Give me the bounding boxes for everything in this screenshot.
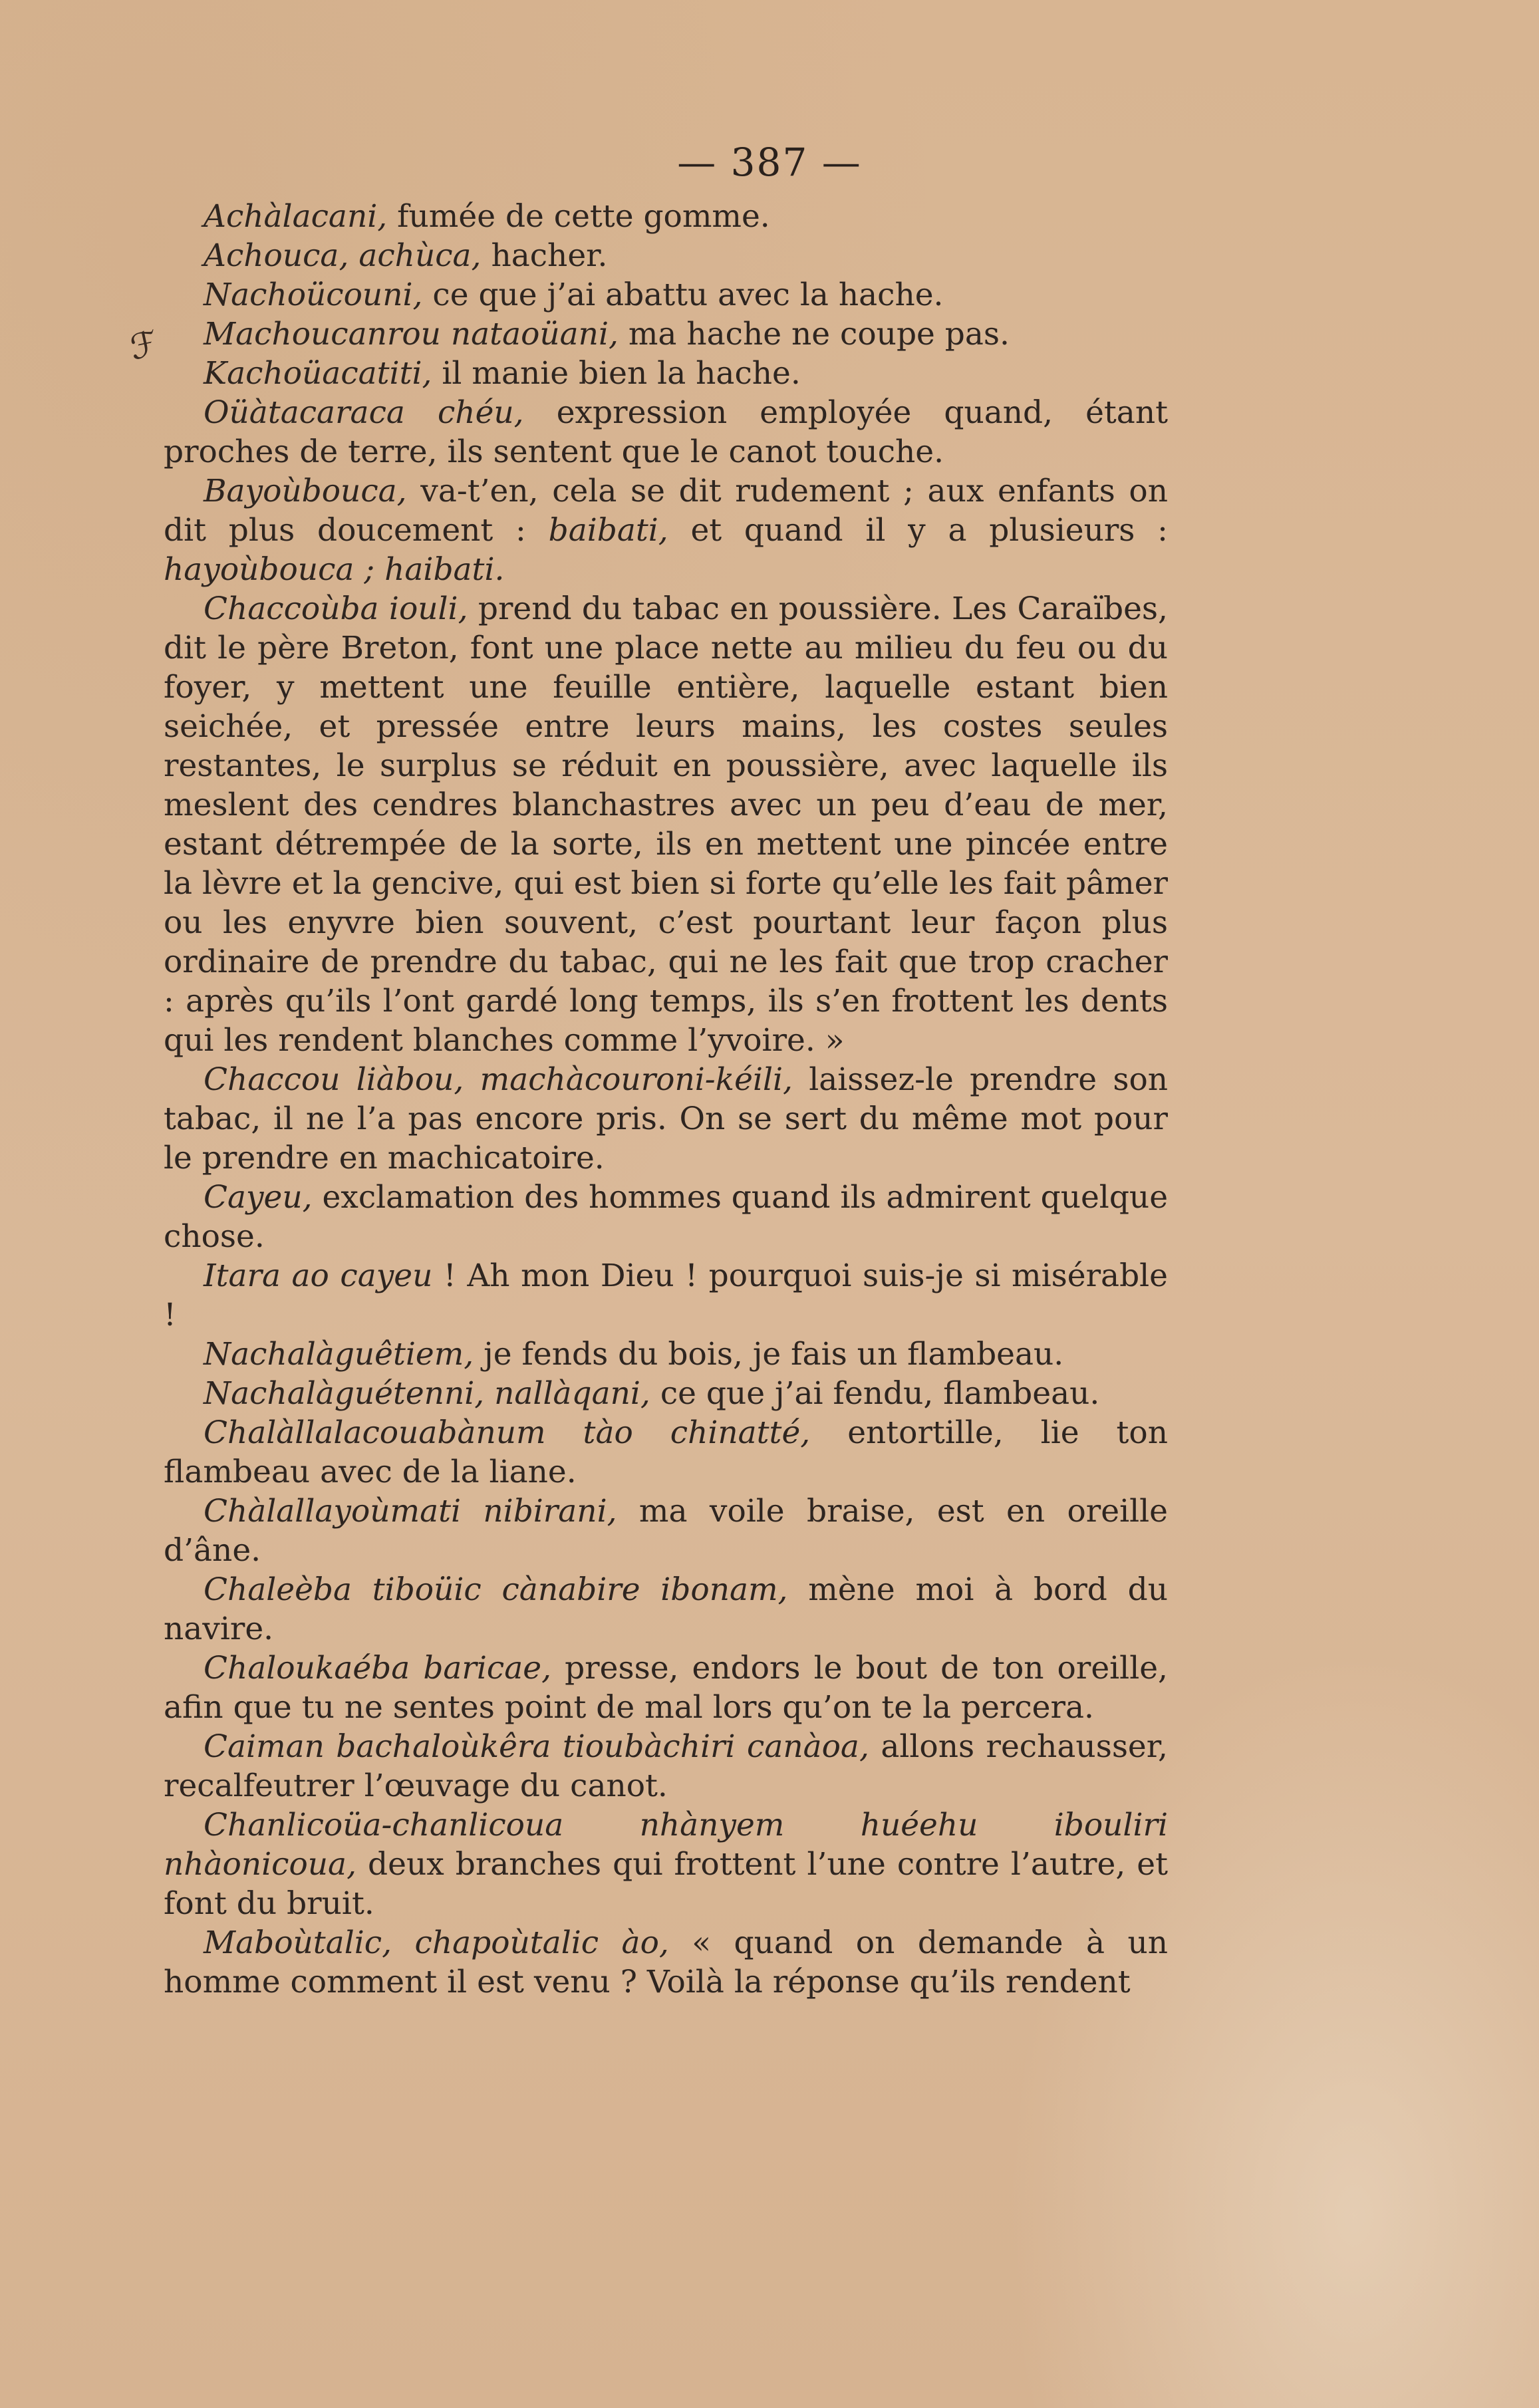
dictionary-entry: [164, 1923, 1168, 2002]
entry-term: Oüàtacaraca chéu,: [204, 394, 524, 431]
entry-definition: fumée de cette gomme.: [387, 198, 770, 235]
entry-term: Nachoücouni,: [204, 277, 423, 313]
entry-term: Machoucanrou nataoüani,: [204, 316, 619, 352]
entry-definition: deux branches qui frottent l’une contre l’autre, et font du bruit.: [164, 1846, 1168, 1922]
dictionary-entry: [164, 1335, 1168, 1374]
margin-annotation-mark: ℱ: [126, 323, 162, 368]
entry-term: Achàlacani,: [204, 198, 388, 235]
dictionary-entry: [164, 393, 1168, 471]
dictionary-entry: [164, 1178, 1168, 1256]
entry-term: Chalàllalacouabànum tào chinatté,: [204, 1414, 811, 1451]
dictionary-entry: [164, 197, 1168, 236]
dictionary-entry: [164, 354, 1168, 393]
entry-definition: ce que j’ai fendu, flambeau.: [650, 1375, 1100, 1412]
dictionary-entry: [164, 1413, 1168, 1492]
entry-definition: hacher.: [481, 237, 608, 274]
entry-term: Achouca, achùca,: [204, 237, 482, 274]
dictionary-entry: [164, 471, 1168, 589]
dictionary-entry: [164, 1806, 1168, 1923]
entry-definition-continued: et quand il y a plusieurs :: [668, 512, 1169, 549]
entry-term: Chàlallayoùmati nibirani,: [204, 1493, 617, 1530]
dictionary-entry: [164, 1570, 1168, 1649]
entry-term: Cayeu,: [204, 1179, 313, 1216]
dictionary-entry: [164, 1649, 1168, 1727]
entry-definition: expression employée quand, étant proches de terre, ils sentent que le canot touche.: [164, 394, 1168, 470]
entry-term: Caiman bachaloùkêra tioubàchiri canàoa,: [204, 1728, 869, 1765]
dictionary-entry: [164, 275, 1168, 315]
dictionary-entry: [164, 236, 1168, 275]
entry-definition: va-t’en, cela se dit rudement ; aux enfants on dit plus doucement :: [164, 473, 1168, 549]
entry-definition: mène moi à bord du navire.: [164, 1571, 1168, 1647]
entry-definition: ! Ah mon Dieu ! pourquoi suis-je si misérable !: [164, 1258, 1168, 1333]
page-number: — 387 —: [677, 140, 862, 185]
entry-term: Bayoùbouca,: [204, 473, 407, 509]
entry-definition: laissez-le prendre son tabac, il ne l’a pas encore pris. On se sert du même mot pour le prendre en machicatoire.: [164, 1061, 1169, 1176]
dictionary-entry: [164, 1060, 1168, 1178]
dictionary-entry: [164, 589, 1168, 1060]
entry-definition: ma voile braise, est en oreille d’âne.: [164, 1493, 1168, 1569]
entry-term-variant: hayoùbouca ; haibati.: [164, 551, 505, 588]
dictionary-entry: [164, 1374, 1168, 1413]
entry-term: Chaloukaéba baricae,: [204, 1650, 552, 1686]
dictionary-entry: [164, 315, 1168, 354]
entry-definition: presse, endors le bout de ton oreille, afin que tu ne sentes point de mal lors qu’on te la percera.: [164, 1650, 1168, 1726]
entry-term: Nachalàguétenni, nallàqani,: [204, 1375, 650, 1412]
entry-definition: exclamation des hommes quand ils admirent quelque chose.: [164, 1179, 1169, 1255]
entry-term: Nachalàguêtiem,: [204, 1336, 474, 1373]
entry-term-variant: baibati,: [548, 512, 668, 549]
entry-term: Maboùtalic, chapoùtalic ào,: [204, 1925, 669, 1961]
entry-term: Kachoüacatiti,: [204, 355, 432, 392]
entry-term: Chaccoùba iouli,: [204, 591, 468, 627]
entry-definition: il manie bien la hache.: [432, 355, 801, 392]
entry-definition: « quand on demande à un homme comment il est venu ? Voilà la réponse qu’ils rendent: [164, 1925, 1169, 2000]
entry-definition: entortille, lie ton flambeau avec de la liane.: [164, 1414, 1168, 1490]
entry-definition: ce que j’ai abattu avec la hache.: [422, 277, 944, 313]
entry-definition: ma hache ne coupe pas.: [618, 316, 1010, 352]
entry-definition: prend du tabac en poussière. Les Caraïbes, dit le père Breton, font une place nette au milieu du feu ou du foyer, y mettent une feuille entière, laquelle estant bien seichée, et pressée entre leurs mains, les costes seules restantes, le surplus se réduit en poussière, avec laquelle ils meslent des cendres blanchastres avec un peu d’eau de mer, estant détrempée de la sorte, ils en mettent une pincée entre la lèvre et la gencive, qui est bien si forte qu’elle les fait pâmer ou les enyvre bien souvent, c’est pourtant leur façon plus ordinaire de prendre du tabac, qui ne les fait que trop cracher : après qu’ils l’ont gardé long temps, ils s’en frottent les dents qui les rendent blanches comme l’yvoire. »: [164, 591, 1168, 1059]
entry-definition: allons rechausser, recalfeutrer l’œuvage du canot.: [164, 1728, 1168, 1804]
entry-term: Chanlicoüa-chanlicoua nhànyem huéehu ibouliri nhàonicoua,: [164, 1807, 1168, 1883]
entry-term: Itara ao cayeu: [204, 1258, 433, 1294]
dictionary-text: [164, 197, 1168, 2002]
dictionary-entry: [164, 1492, 1168, 1570]
dictionary-entry: [164, 1727, 1168, 1806]
entry-term: Chaleèba tiboüic cànabire ibonam,: [204, 1571, 788, 1608]
entry-term: Chaccou liàbou, machàcouroni-kéili,: [204, 1061, 793, 1098]
entry-definition: je fends du bois, je fais un flambeau.: [474, 1336, 1064, 1373]
dictionary-entry: [164, 1256, 1168, 1335]
